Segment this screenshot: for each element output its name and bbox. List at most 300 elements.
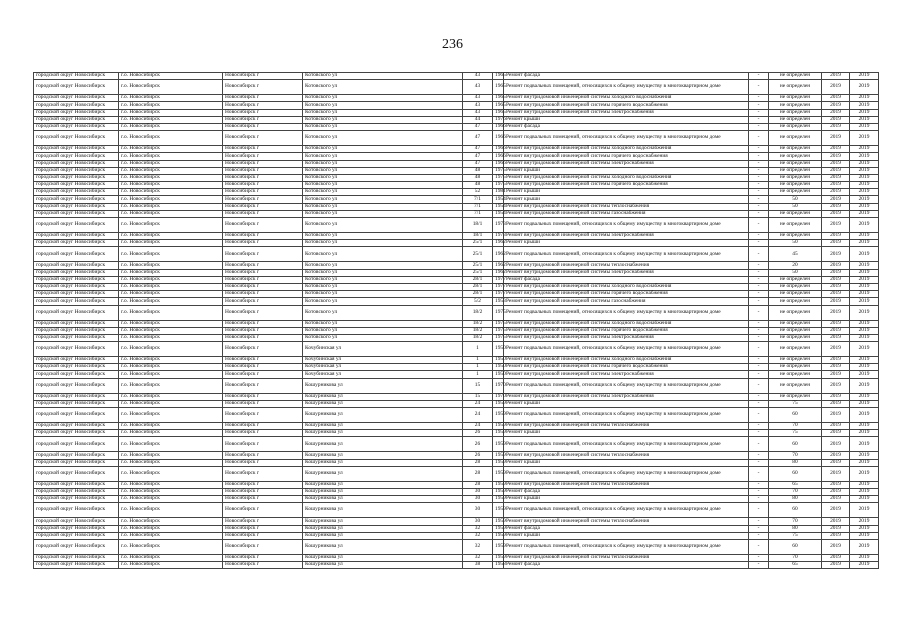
wear-cell: не определен [769,109,822,116]
plan-start-cell: 2019 [822,334,850,341]
municipality-cell: г.о. Новосибирск [119,247,223,262]
dash-cell: - [749,240,769,247]
city-cell: Новосибирск г [223,371,303,378]
plan-end-cell: 2019 [850,437,879,452]
house-number-cell: 48 [463,167,493,174]
work-type-cell: Ремонт крыши [504,167,749,174]
street-cell: Кочубинская ул [303,371,463,378]
plan-start-cell: 2019 [822,327,850,334]
house-number-cell: 7/1 [463,203,493,210]
street-cell: Кошурникова ул [303,518,463,525]
year-built-cell: 1966 [493,146,504,153]
house-number-cell: 28 [463,466,493,481]
table-row [34,342,879,357]
wear-cell: 75 [769,400,822,407]
municipality-cell: г.о. Новосибирск [119,210,223,217]
street-cell: Котовского ул [303,320,463,327]
street-cell: Кошурникова ул [303,488,463,495]
plan-end-cell: 2019 [850,116,879,123]
wear-cell: 80 [769,525,822,532]
city-cell: Новосибирск г [223,269,303,276]
dash-cell: - [749,80,769,95]
wear-cell: 70 [769,488,822,495]
district-cell: городской округ Новосибирск [34,378,119,393]
street-cell: Котовского ул [303,73,463,80]
dash-cell: - [749,334,769,341]
dash-cell: - [749,327,769,334]
district-cell: городской округ Новосибирск [34,437,119,452]
table-row [34,518,879,525]
city-cell: Новосибирск г [223,102,303,109]
street-cell: Кошурникова ул [303,532,463,539]
plan-start-cell: 2019 [822,400,850,407]
municipality-cell: г.о. Новосибирск [119,518,223,525]
plan-end-cell: 2019 [850,174,879,181]
district-cell: городской округ Новосибирск [34,327,119,334]
plan-start-cell: 2019 [822,342,850,357]
work-type-cell: Ремонт внутридомовой инженерной системы холодного водоснабжения [504,174,749,181]
district-cell: городской округ Новосибирск [34,189,119,196]
plan-start-cell: 2019 [822,167,850,174]
plan-end-cell: 2019 [850,160,879,167]
dash-cell: - [749,393,769,400]
dash-cell: - [749,269,769,276]
wear-cell: не определен [769,153,822,160]
plan-end-cell: 2019 [850,298,879,305]
municipality-cell: г.о. Новосибирск [119,466,223,481]
city-cell: Новосибирск г [223,423,303,430]
municipality-cell: г.о. Новосибирск [119,116,223,123]
plan-start-cell: 2019 [822,408,850,423]
street-cell: Котовского ул [303,291,463,298]
house-number-cell: 43 [463,80,493,95]
table-row [34,203,879,210]
municipality-cell: г.о. Новосибирск [119,423,223,430]
city-cell: Новосибирск г [223,518,303,525]
district-cell: городской округ Новосибирск [34,371,119,378]
city-cell: Новосибирск г [223,298,303,305]
work-type-cell: Ремонт фасада [504,525,749,532]
work-type-cell: Ремонт внутридомовой инженерной системы холодного водоснабжения [504,357,749,364]
street-cell: Котовского ул [303,167,463,174]
municipality-cell: г.о. Новосибирск [119,298,223,305]
table-row [34,131,879,146]
dash-cell: - [749,298,769,305]
municipality-cell: г.о. Новосибирск [119,342,223,357]
year-built-cell: 1959 [493,459,504,466]
wear-cell: 70 [769,423,822,430]
plan-end-cell: 2019 [850,218,879,233]
municipality-cell: г.о. Новосибирск [119,327,223,334]
dash-cell: - [749,532,769,539]
plan-end-cell: 2019 [850,466,879,481]
plan-end-cell: 2019 [850,459,879,466]
street-cell: Котовского ул [303,218,463,233]
plan-start-cell: 2019 [822,364,850,371]
table-row [34,262,879,269]
year-built-cell: 1950 [493,364,504,371]
district-cell: городской округ Новосибирск [34,503,119,518]
city-cell: Новосибирск г [223,196,303,203]
wear-cell: 50 [769,240,822,247]
dash-cell: - [749,525,769,532]
plan-end-cell: 2019 [850,131,879,146]
plan-end-cell: 2019 [850,305,879,320]
plan-start-cell: 2019 [822,539,850,554]
street-cell: Котовского ул [303,269,463,276]
city-cell: Новосибирск г [223,291,303,298]
city-cell: Новосибирск г [223,357,303,364]
street-cell: Кочубинская ул [303,357,463,364]
year-built-cell: 1962 [493,240,504,247]
capital-repair-table [33,72,879,569]
wear-cell: не определен [769,378,822,393]
table-row [34,73,879,80]
year-built-cell: 1975 [493,182,504,189]
city-cell: Новосибирск г [223,437,303,452]
city-cell: Новосибирск г [223,562,303,569]
street-cell: Котовского ул [303,80,463,95]
year-built-cell: 1977 [493,283,504,290]
plan-end-cell: 2019 [850,247,879,262]
plan-end-cell: 2019 [850,357,879,364]
district-cell: городской округ Новосибирск [34,342,119,357]
year-built-cell: 1959 [493,481,504,488]
municipality-cell: г.о. Новосибирск [119,174,223,181]
table-row [34,525,879,532]
year-built-cell: 1962 [493,262,504,269]
municipality-cell: г.о. Новосибирск [119,240,223,247]
year-built-cell: 1959 [493,423,504,430]
year-built-cell: 1981 [493,189,504,196]
city-cell: Новосибирск г [223,334,303,341]
city-cell: Новосибирск г [223,80,303,95]
work-type-cell: Ремонт внутридомовой инженерной системы горячего водоснабжения [504,364,749,371]
work-type-cell: Ремонт внутридомовой инженерной системы теплоснабжения [504,481,749,488]
dash-cell: - [749,131,769,146]
street-cell: Котовского ул [303,327,463,334]
street-cell: Котовского ул [303,189,463,196]
street-cell: Кошурникова ул [303,466,463,481]
plan-start-cell: 2019 [822,189,850,196]
district-cell: городской округ Новосибирск [34,518,119,525]
plan-end-cell: 2019 [850,430,879,437]
street-cell: Котовского ул [303,123,463,130]
dash-cell: - [749,371,769,378]
house-number-cell: 24 [463,408,493,423]
district-cell: городской округ Новосибирск [34,123,119,130]
plan-end-cell: 2019 [850,240,879,247]
year-built-cell: 1959 [493,430,504,437]
wear-cell: 45 [769,247,822,262]
city-cell: Новосибирск г [223,131,303,146]
wear-cell: не определен [769,298,822,305]
plan-start-cell: 2019 [822,116,850,123]
plan-end-cell: 2019 [850,488,879,495]
plan-end-cell: 2019 [850,109,879,116]
plan-end-cell: 2019 [850,393,879,400]
work-type-cell: Ремонт подвальных помещений, относящихся к общему имуществу в многоквартирном доме [504,437,749,452]
table-row [34,452,879,459]
municipality-cell: г.о. Новосибирск [119,167,223,174]
plan-end-cell: 2019 [850,327,879,334]
dash-cell: - [749,153,769,160]
plan-end-cell: 2019 [850,210,879,217]
city-cell: Новосибирск г [223,189,303,196]
house-number-cell: 47 [463,123,493,130]
wear-cell: не определен [769,146,822,153]
dash-cell: - [749,95,769,102]
wear-cell: не определен [769,371,822,378]
municipality-cell: г.о. Новосибирск [119,123,223,130]
city-cell: Новосибирск г [223,182,303,189]
street-cell: Кошурникова ул [303,400,463,407]
work-type-cell: Ремонт фасада [504,488,749,495]
dash-cell: - [749,123,769,130]
district-cell: городской округ Новосибирск [34,218,119,233]
plan-end-cell: 2019 [850,452,879,459]
table-body [34,73,879,569]
dash-cell: - [749,408,769,423]
year-built-cell: 1966 [493,160,504,167]
year-built-cell: 1975 [493,305,504,320]
district-cell: городской округ Новосибирск [34,102,119,109]
wear-cell: 70 [769,554,822,561]
city-cell: Новосибирск г [223,167,303,174]
table-row [34,562,879,569]
plan-start-cell: 2019 [822,269,850,276]
house-number-cell: 47 [463,160,493,167]
work-type-cell: Ремонт крыши [504,189,749,196]
work-type-cell: Ремонт внутридомовой инженерной системы электроснабжения [504,334,749,341]
house-number-cell: 30 [463,503,493,518]
table-row [34,539,879,554]
city-cell: Новосибирск г [223,283,303,290]
wear-cell: не определен [769,327,822,334]
wear-cell: 60 [769,539,822,554]
district-cell: городской округ Новосибирск [34,452,119,459]
city-cell: Новосибирск г [223,73,303,80]
table-row [34,240,879,247]
plan-end-cell: 2019 [850,196,879,203]
district-cell: городской округ Новосибирск [34,269,119,276]
street-cell: Котовского ул [303,305,463,320]
wear-cell: 70 [769,518,822,525]
house-number-cell: 26 [463,430,493,437]
house-number-cell: 24 [463,423,493,430]
year-built-cell: 1977 [493,291,504,298]
district-cell: городской округ Новосибирск [34,233,119,240]
table-row [34,364,879,371]
dash-cell: - [749,233,769,240]
district-cell: городской округ Новосибирск [34,488,119,495]
work-type-cell: Ремонт внутридомовой инженерной системы теплоснабжения [504,423,749,430]
work-type-cell: Ремонт подвальных помещений, относящихся к общему имуществу в многоквартирном доме [504,466,749,481]
year-built-cell: 1950 [493,357,504,364]
plan-start-cell: 2019 [822,73,850,80]
work-type-cell: Ремонт внутридомовой инженерной системы электроснабжения [504,269,749,276]
year-built-cell: 1976 [493,116,504,123]
house-number-cell: 28/1 [463,291,493,298]
plan-start-cell: 2019 [822,452,850,459]
district-cell: городской округ Новосибирск [34,73,119,80]
year-built-cell: 1950 [493,342,504,357]
year-built-cell: 1973 [493,233,504,240]
wear-cell: не определен [769,160,822,167]
house-number-cell: 52 [463,189,493,196]
municipality-cell: г.о. Новосибирск [119,269,223,276]
plan-end-cell: 2019 [850,262,879,269]
work-type-cell: Ремонт внутридомовой инженерной системы теплоснабжения [504,262,749,269]
plan-start-cell: 2019 [822,196,850,203]
house-number-cell: 18/2 [463,320,493,327]
year-built-cell: 1959 [493,400,504,407]
district-cell: городской округ Новосибирск [34,334,119,341]
house-number-cell: 28 [463,481,493,488]
work-type-cell: Ремонт внутридомовой инженерной системы горячего водоснабжения [504,291,749,298]
year-built-cell: 1975 [493,334,504,341]
plan-start-cell: 2019 [822,109,850,116]
plan-start-cell: 2019 [822,153,850,160]
dash-cell: - [749,283,769,290]
district-cell: городской округ Новосибирск [34,182,119,189]
district-cell: городской округ Новосибирск [34,298,119,305]
year-built-cell: 1953 [493,298,504,305]
district-cell: городской округ Новосибирск [34,481,119,488]
wear-cell: не определен [769,116,822,123]
wear-cell: не определен [769,189,822,196]
work-type-cell: Ремонт внутридомовой инженерной системы холодного водоснабжения [504,283,749,290]
district-cell: городской округ Новосибирск [34,95,119,102]
plan-end-cell: 2019 [850,153,879,160]
dash-cell: - [749,167,769,174]
plan-end-cell: 2019 [850,518,879,525]
table-row [34,320,879,327]
work-type-cell: Ремонт фасада [504,276,749,283]
year-built-cell: 1970 [493,378,504,393]
dash-cell: - [749,320,769,327]
house-number-cell: 18/1 [463,218,493,233]
table-row [34,218,879,233]
city-cell: Новосибирск г [223,459,303,466]
table-row [34,123,879,130]
table-row [34,459,879,466]
year-built-cell: 1954 [493,210,504,217]
dash-cell: - [749,146,769,153]
plan-end-cell: 2019 [850,276,879,283]
dash-cell: - [749,189,769,196]
table-row [34,182,879,189]
dash-cell: - [749,174,769,181]
house-number-cell: 28 [463,459,493,466]
district-cell: городской округ Новосибирск [34,562,119,569]
wear-cell: не определен [769,364,822,371]
municipality-cell: г.о. Новосибирск [119,160,223,167]
house-number-cell: 25/1 [463,269,493,276]
wear-cell: не определен [769,357,822,364]
municipality-cell: г.о. Новосибирск [119,283,223,290]
city-cell: Новосибирск г [223,305,303,320]
city-cell: Новосибирск г [223,210,303,217]
city-cell: Новосибирск г [223,174,303,181]
table-row [34,357,879,364]
plan-start-cell: 2019 [822,371,850,378]
plan-start-cell: 2019 [822,95,850,102]
plan-start-cell: 2019 [822,80,850,95]
dash-cell: - [749,276,769,283]
city-cell: Новосибирск г [223,342,303,357]
municipality-cell: г.о. Новосибирск [119,393,223,400]
work-type-cell: Ремонт крыши [504,116,749,123]
table-row [34,371,879,378]
city-cell: Новосибирск г [223,430,303,437]
city-cell: Новосибирск г [223,247,303,262]
work-type-cell: Ремонт крыши [504,459,749,466]
house-number-cell: 24 [463,400,493,407]
city-cell: Новосибирск г [223,116,303,123]
work-type-cell: Ремонт фасада [504,123,749,130]
municipality-cell: г.о. Новосибирск [119,95,223,102]
dash-cell: - [749,488,769,495]
wear-cell: 50 [769,269,822,276]
municipality-cell: г.о. Новосибирск [119,357,223,364]
table-row [34,174,879,181]
plan-start-cell: 2019 [822,532,850,539]
house-number-cell: 38 [463,562,493,569]
work-type-cell: Ремонт подвальных помещений, относящихся к общему имуществу в многоквартирном доме [504,305,749,320]
work-type-cell: Ремонт внутридомовой инженерной системы электроснабжения [504,393,749,400]
plan-start-cell: 2019 [822,320,850,327]
city-cell: Новосибирск г [223,109,303,116]
municipality-cell: г.о. Новосибирск [119,364,223,371]
table-row [34,291,879,298]
dash-cell: - [749,210,769,217]
street-cell: Котовского ул [303,203,463,210]
municipality-cell: г.о. Новосибирск [119,503,223,518]
table-row [34,247,879,262]
wear-cell: не определен [769,102,822,109]
work-type-cell: Ремонт внутридомовой инженерной системы горячего водоснабжения [504,102,749,109]
work-type-cell: Ремонт внутридомовой инженерной системы газоснабжения [504,210,749,217]
plan-end-cell: 2019 [850,408,879,423]
street-cell: Котовского ул [303,247,463,262]
municipality-cell: г.о. Новосибирск [119,109,223,116]
table-row [34,102,879,109]
work-type-cell: Ремонт подвальных помещений, относящихся к общему имуществу в многоквартирном доме [504,378,749,393]
house-number-cell: 1 [463,371,493,378]
dash-cell: - [749,466,769,481]
house-number-cell: 1 [463,342,493,357]
dash-cell: - [749,562,769,569]
district-cell: городской округ Новосибирск [34,525,119,532]
plan-end-cell: 2019 [850,291,879,298]
district-cell: городской округ Новосибирск [34,240,119,247]
work-type-cell: Ремонт крыши [504,496,749,503]
street-cell: Кошурникова ул [303,481,463,488]
municipality-cell: г.о. Новосибирск [119,525,223,532]
dash-cell: - [749,262,769,269]
dash-cell: - [749,503,769,518]
district-cell: городской округ Новосибирск [34,430,119,437]
house-number-cell: 15 [463,393,493,400]
work-type-cell: Ремонт подвальных помещений, относящихся к общему имуществу в многоквартирном доме [504,247,749,262]
table-row [34,116,879,123]
table-row [34,109,879,116]
table-row [34,503,879,518]
district-cell: городской округ Новосибирск [34,80,119,95]
table-row [34,488,879,495]
plan-start-cell: 2019 [822,393,850,400]
